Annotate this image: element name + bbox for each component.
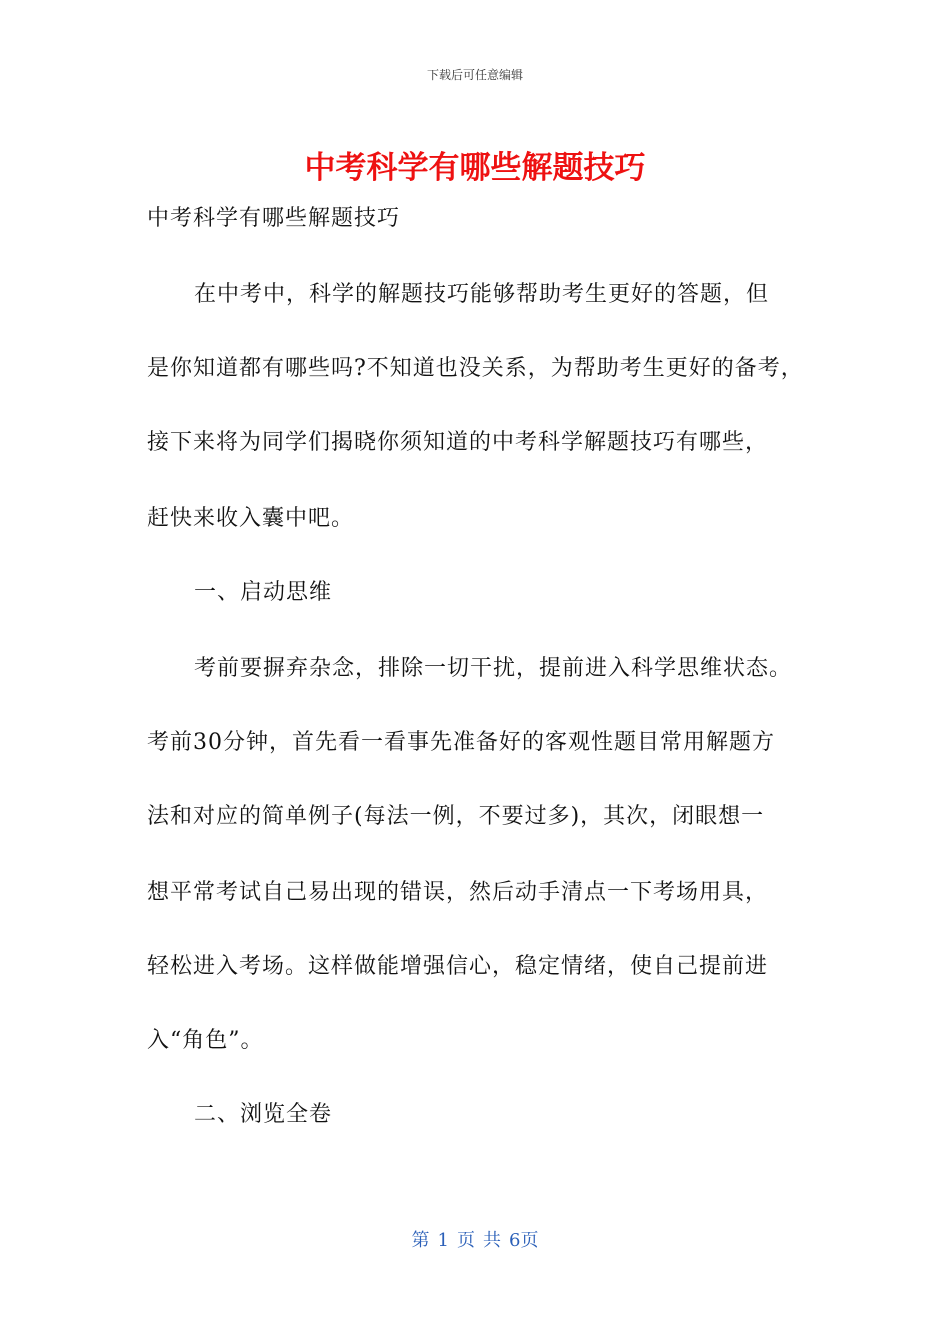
paragraph-line: 轻松进入考场。这样做能增强信心，稳定情绪，使自己提前进	[147, 954, 769, 979]
paragraph-line: 赶快来收入囊中吧。	[147, 506, 355, 531]
paragraph-line: 法和对应的简单例子(每法一例，不要过多)，其次，闭眼想一	[147, 804, 765, 829]
footer-page-number: 1	[437, 1230, 449, 1251]
footer-total-pages: 6页	[509, 1230, 539, 1251]
page-footer	[0, 1226, 950, 1252]
section-heading: 二、浏览全卷	[194, 1102, 333, 1127]
paragraph-line: 是你知道都有哪些吗?不知道也没关系，为帮助考生更好的备考，	[147, 356, 804, 381]
paragraph-line: 想平常考试自己易出现的错误，然后动手清点一下考场用具，	[147, 880, 769, 905]
paragraph-line: 在中考中，科学的解题技巧能够帮助考生更好的答题，但	[194, 282, 770, 307]
paragraph-line: 考前30分钟，首先看一看事先准备好的客观性题目常用解题方	[147, 730, 775, 755]
header-note: 下载后可任意编辑	[426, 68, 523, 82]
paragraph-line: 考前要摒弃杂念，排除一切干扰，提前进入科学思维状态。	[194, 656, 793, 681]
footer-total-label: 共	[483, 1230, 501, 1251]
paragraph-line: 入“角色”。	[147, 1028, 264, 1053]
paragraph-line: 接下来将为同学们揭晓你须知道的中考科学解题技巧有哪些，	[147, 430, 769, 455]
section-heading: 一、启动思维	[194, 580, 333, 605]
subtitle-line: 中考科学有哪些解题技巧	[147, 206, 401, 231]
document-title: 中考科学有哪些解题技巧	[304, 150, 646, 186]
footer-prefix: 第	[411, 1230, 430, 1251]
footer-page-label: 页	[457, 1230, 475, 1251]
